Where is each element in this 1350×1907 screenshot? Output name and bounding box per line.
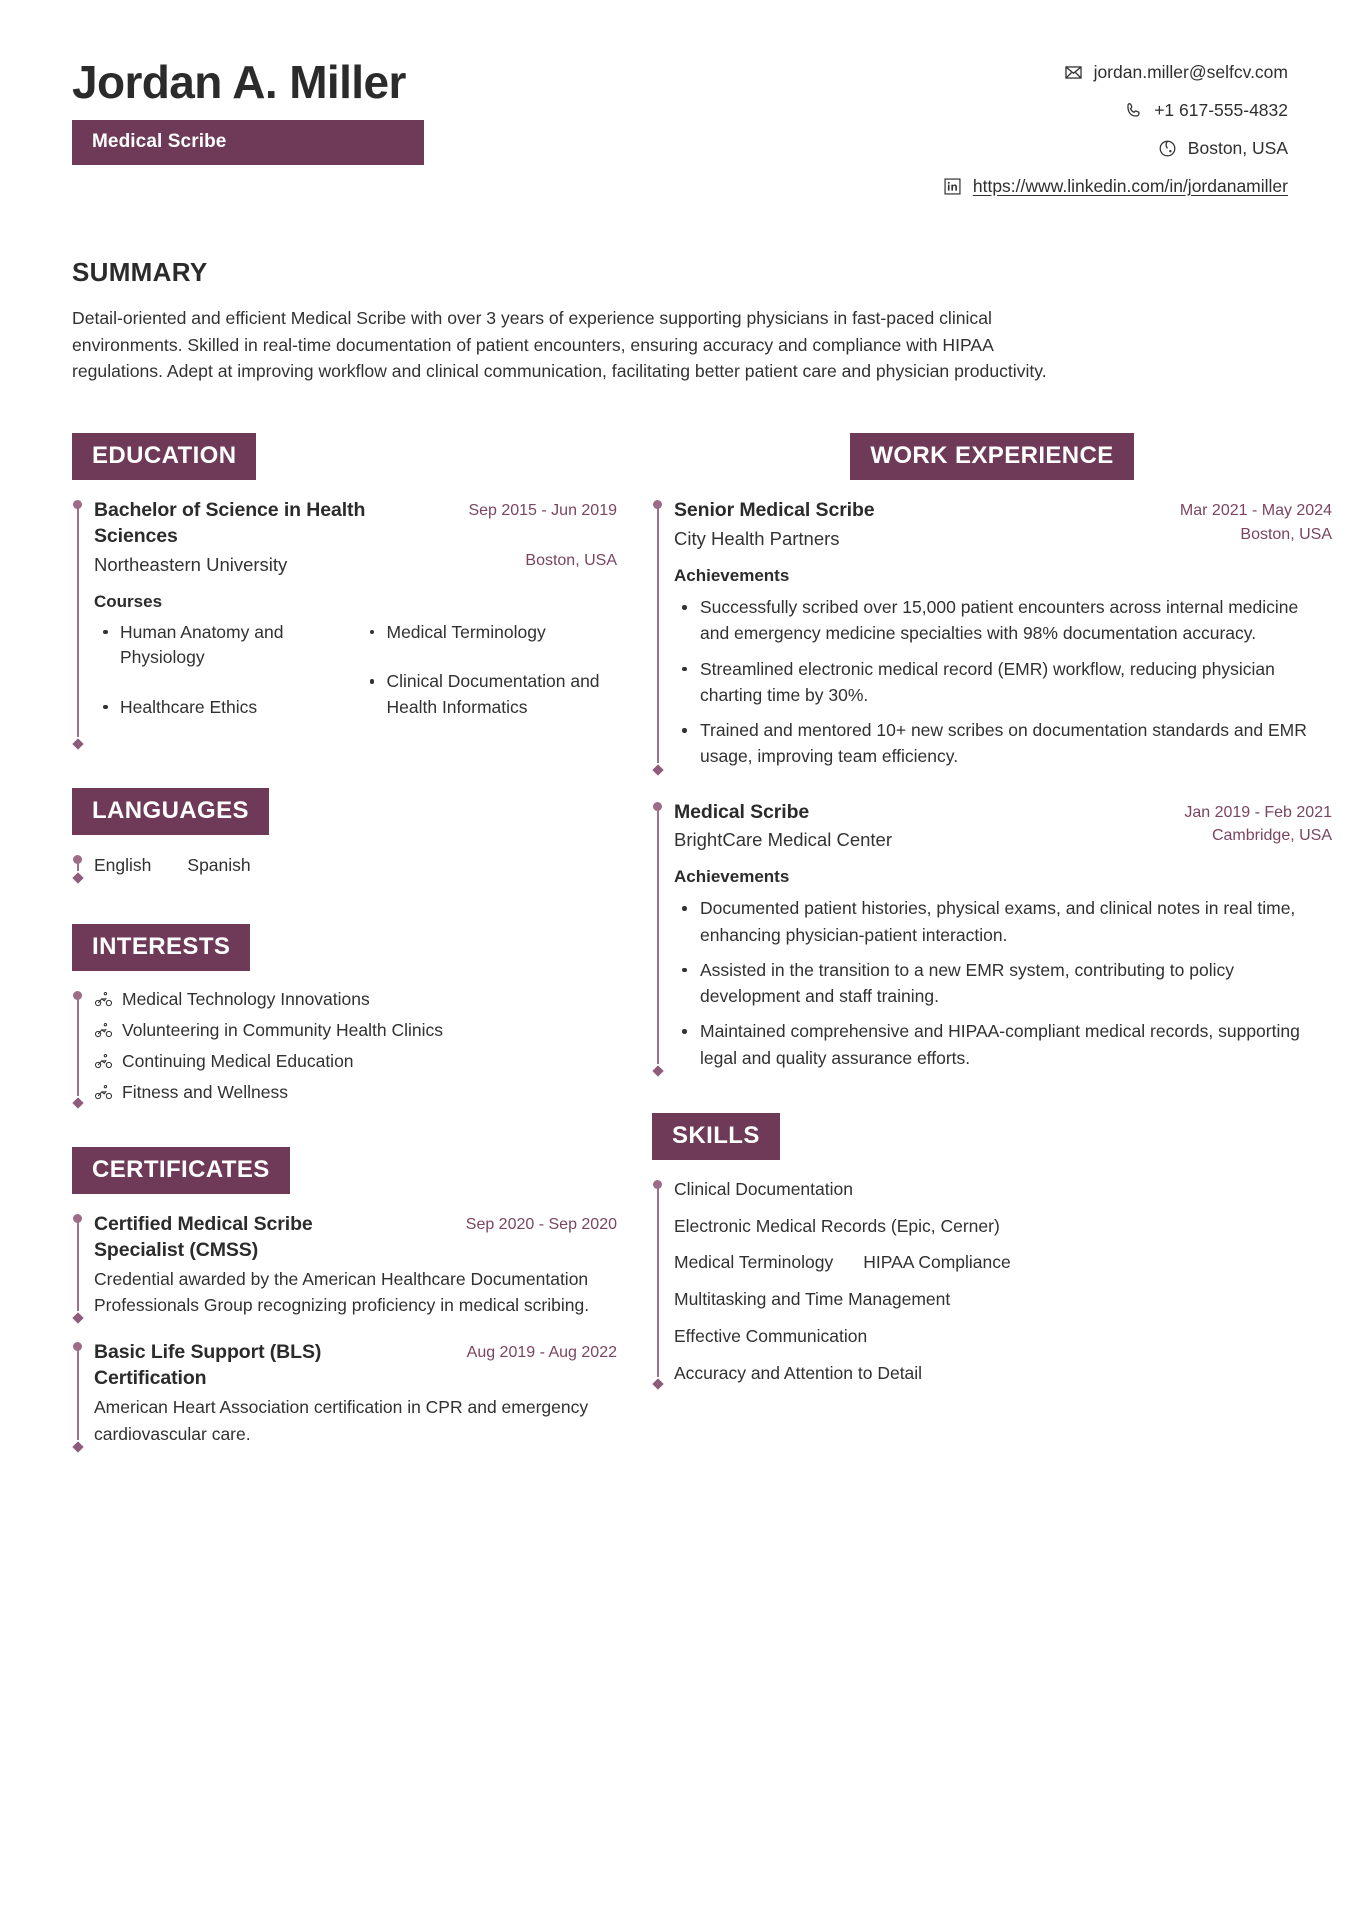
certificate-name: Certified Medical Scribe Specialist (CMSS): [94, 1213, 313, 1261]
languages-header: [72, 788, 617, 835]
phone-icon: [1124, 101, 1143, 120]
work-entry-head: [674, 498, 1332, 524]
education-dates: Sep 2015 - Jun 2019: [468, 502, 617, 520]
contact-phone-text: +1 617-555-4832: [1154, 100, 1288, 120]
course-item: Medical Terminology: [361, 620, 618, 645]
courses-column-1: [94, 620, 351, 744]
interests-timeline: [72, 989, 617, 1103]
education-entry-head: [94, 498, 617, 550]
timeline-end-marker: [72, 872, 83, 883]
education-entry-sub: [94, 550, 617, 578]
achievement-item: Maintained comprehensive and HIPAA-compliant medical records, supporting legal and quality assurance efforts.: [674, 1018, 1332, 1071]
linkedin-icon: [943, 177, 962, 196]
timeline-end-marker: [652, 1379, 663, 1390]
work-title: WORK EXPERIENCE: [850, 433, 1133, 480]
certificate-timeline: [72, 1212, 617, 1318]
skill-item: Accuracy and Attention to Detail: [674, 1362, 923, 1383]
languages-timeline: [72, 853, 617, 878]
certificate-entry-head: [94, 1340, 617, 1392]
work-company: BrightCare Medical Center: [674, 829, 892, 851]
skill-item: Multitasking and Time Management: [674, 1289, 951, 1310]
interest-item: [94, 1020, 617, 1041]
course-item: Clinical Documentation and Health Informatics: [361, 669, 618, 720]
skill-item: HIPAA Compliance: [863, 1252, 1011, 1273]
certificates-header: [72, 1147, 617, 1194]
summary-section: [72, 257, 1288, 385]
work-position: Medical Scribe: [674, 800, 810, 823]
work-timeline: [652, 800, 1332, 1071]
contact-location: [943, 138, 1288, 159]
work-entry: [674, 800, 1332, 1071]
certificate-description: American Heart Association certification in CPR and emergency cardiovascular care.: [94, 1397, 589, 1444]
education-timeline: [72, 498, 617, 744]
bicycle-icon: [94, 1052, 113, 1071]
interest-label: Volunteering in Community Health Clinics: [122, 1020, 443, 1041]
achievements-list: [674, 895, 1332, 1071]
certificate-entry-head: [94, 1212, 617, 1264]
languages-list: [94, 855, 617, 876]
course-item: Healthcare Ethics: [94, 695, 351, 720]
achievements-label: Achievements: [674, 867, 790, 887]
education-section: [72, 433, 617, 744]
candidate-role-badge: Medical Scribe: [72, 120, 424, 165]
work-position: Senior Medical Scribe: [674, 499, 875, 522]
certificate-entry: [94, 1340, 617, 1446]
achievement-item: Streamlined electronic medical record (EMR) workflow, reducing physician charting time by 30%.: [674, 656, 1332, 709]
contact-email-text: jordan.miller@selfcv.com: [1093, 62, 1288, 82]
bicycle-icon: [94, 990, 113, 1009]
work-entry: [674, 498, 1332, 769]
bicycle-icon: [94, 1083, 113, 1102]
work-entry-sub: [674, 524, 1332, 552]
right-column: [652, 433, 1332, 1481]
contact-list: [943, 52, 1288, 197]
timeline-end-marker: [72, 1097, 83, 1108]
identity-block: [72, 52, 424, 165]
skills-timeline: [652, 1178, 1332, 1385]
interests-title: INTERESTS: [72, 924, 250, 971]
certificate-description: Credential awarded by the American Healthcare Documentation Professionals Group recognizing proficiency in medical scribing.: [94, 1268, 590, 1316]
courses-column-2: [361, 620, 618, 744]
course-item: Human Anatomy and Physiology: [94, 620, 351, 671]
timeline-end-marker: [652, 764, 663, 775]
work-entry-sub: [674, 825, 1332, 853]
work-entry-head: [674, 800, 1332, 826]
certificates-title: CERTIFICATES: [72, 1147, 290, 1194]
skills-title: SKILLS: [652, 1113, 780, 1160]
resume-body: [72, 433, 1332, 1481]
skill-row: [674, 1251, 1332, 1274]
globe-icon: [1158, 139, 1177, 158]
achievement-item: Assisted in the transition to a new EMR system, contributing to policy development and staff training.: [674, 957, 1332, 1010]
skill-item: Electronic Medical Records (Epic, Cerner): [674, 1215, 1000, 1236]
timeline-end-marker: [72, 738, 83, 749]
skill-item: Effective Communication: [674, 1325, 868, 1346]
certificate-timeline: [72, 1340, 617, 1446]
achievements-list: [674, 594, 1332, 770]
certificate-dates: Aug 2019 - Aug 2022: [466, 1344, 617, 1362]
languages-section: [72, 788, 617, 878]
work-timeline: [652, 498, 1332, 769]
bicycle-icon: [94, 1021, 113, 1040]
contact-linkedin[interactable]: [943, 176, 1288, 197]
skill-item: Medical Terminology: [674, 1252, 834, 1273]
certificate-name: Basic Life Support (BLS) Certification: [94, 1341, 322, 1390]
interest-label: Continuing Medical Education: [122, 1051, 354, 1072]
work-dates: Mar 2021 - May 2024: [1179, 502, 1332, 520]
interest-label: Medical Technology Innovations: [122, 989, 370, 1010]
summary-title: SUMMARY: [72, 257, 208, 287]
education-title: EDUCATION: [72, 433, 256, 480]
work-location: Boston, USA: [1240, 526, 1332, 544]
education-degree: Bachelor of Science in Health Sciences: [94, 499, 366, 548]
contact-phone[interactable]: [943, 100, 1288, 121]
certificate-dates: Sep 2020 - Sep 2020: [465, 1216, 617, 1234]
languages-title: LANGUAGES: [72, 788, 269, 835]
timeline-end-marker: [72, 1441, 83, 1452]
achievement-item: Trained and mentored 10+ new scribes on documentation standards and EMR usage, improving team efficiency.: [674, 717, 1332, 770]
work-header: [652, 433, 1332, 480]
education-location: Boston, USA: [525, 552, 617, 570]
skills-header: [652, 1113, 1332, 1160]
work-section: [652, 433, 1332, 1071]
timeline-end-marker: [652, 1065, 663, 1076]
interests-header: [72, 924, 617, 971]
resume-header: [72, 52, 1288, 197]
summary-text: Detail-oriented and efficient Medical Scribe with over 3 years of experience supporting physicians in fast-paced clinical environments. Skilled in real-time documentation of patient encounters, ensuring accuracy and compliance with HIPAA regulations. Adept at improving workflow and clinical communication, facilitating better patient care and physician productivity.: [72, 308, 1047, 382]
contact-location-text: Boston, USA: [1187, 138, 1288, 158]
envelope-icon: [1064, 63, 1083, 82]
courses-label: Courses: [94, 591, 163, 611]
contact-linkedin-text: https://www.linkedin.com/in/jordanamiller: [972, 176, 1288, 196]
work-dates: Jan 2019 - Feb 2021: [1184, 803, 1332, 821]
language-item: Spanish: [187, 855, 251, 876]
timeline-end-marker: [72, 1313, 83, 1324]
work-company: City Health Partners: [674, 528, 840, 550]
achievements-label: Achievements: [674, 566, 790, 586]
courses-grid: [94, 620, 617, 744]
skills-section: [652, 1113, 1332, 1385]
education-entry: [94, 498, 617, 744]
education-header: [72, 433, 617, 480]
candidate-name: Jordan A. Miller: [72, 56, 406, 108]
achievement-item: Documented patient histories, physical exams, and clinical notes in real time, enhancing physician-patient interaction.: [674, 895, 1332, 948]
language-item: English: [94, 855, 152, 876]
work-location: Cambridge, USA: [1211, 827, 1332, 845]
interest-label: Fitness and Wellness: [122, 1082, 289, 1103]
interest-item: [94, 1082, 617, 1103]
interests-section: [72, 924, 617, 1103]
certificates-section: [72, 1147, 617, 1447]
contact-email[interactable]: [943, 62, 1288, 83]
achievement-item: Successfully scribed over 15,000 patient encounters across internal medicine and emergency medicine specialties with 98% documentation accuracy.: [674, 594, 1332, 647]
education-school: Northeastern University: [94, 554, 288, 576]
interest-item: [94, 989, 617, 1010]
left-column: [72, 433, 617, 1481]
skill-item: Clinical Documentation: [674, 1178, 853, 1199]
interest-item: [94, 1051, 617, 1072]
certificate-entry: [94, 1212, 617, 1318]
